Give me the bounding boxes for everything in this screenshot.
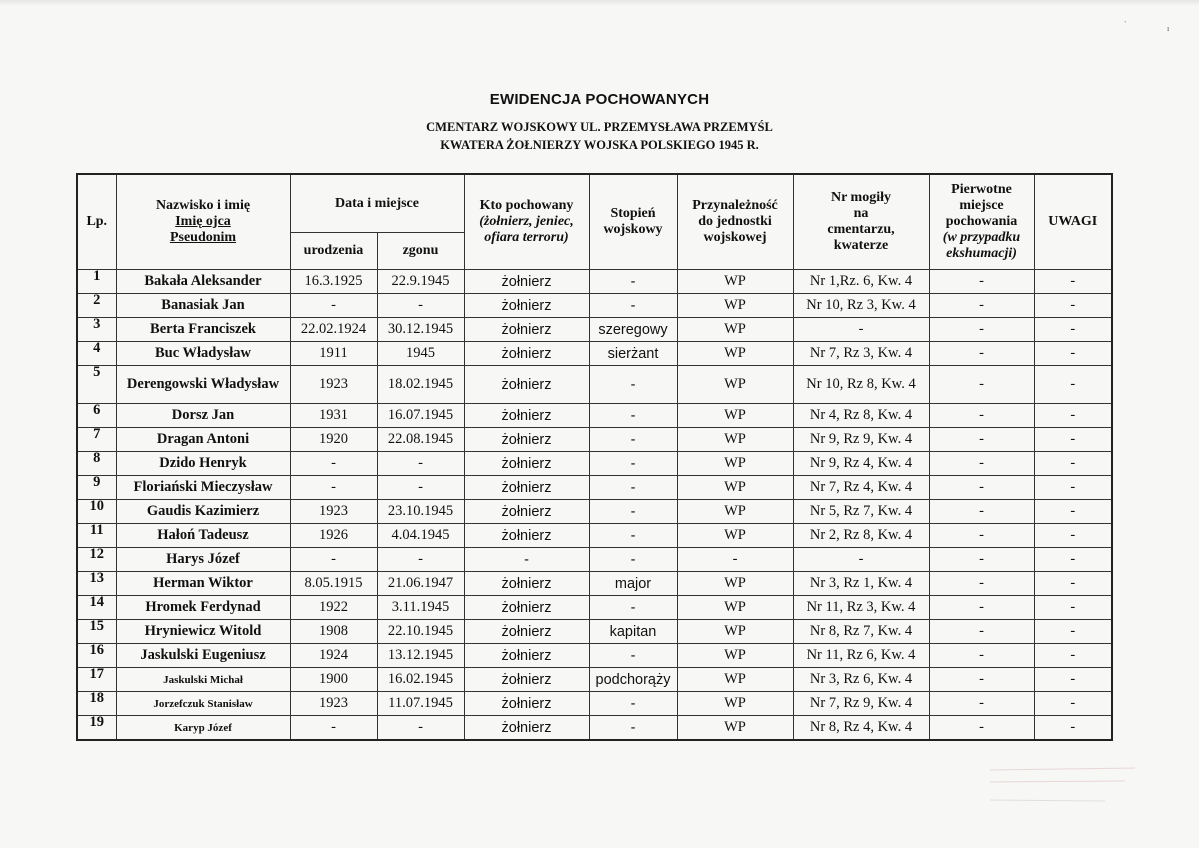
cell-stopien: -	[589, 476, 677, 500]
cell-born: 1900	[290, 668, 377, 692]
cell-born: -	[290, 294, 377, 318]
cell-born: -	[290, 548, 377, 572]
cell-kto: żołnierz	[464, 716, 589, 741]
cell-stopien: -	[589, 644, 677, 668]
cell-died: 16.07.1945	[377, 404, 464, 428]
cell-nr-mogily: Nr 11, Rz 6, Kw. 4	[793, 644, 929, 668]
cell-uwagi: -	[1034, 428, 1112, 452]
cell-died: 16.02.1945	[377, 668, 464, 692]
cell-nr-mogily: Nr 7, Rz 4, Kw. 4	[793, 476, 929, 500]
cell-died: 22.9.1945	[377, 270, 464, 294]
cell-kto: żołnierz	[464, 572, 589, 596]
cell-nr-mogily: -	[793, 318, 929, 342]
cell-stopien: -	[589, 596, 677, 620]
cell-born: 1922	[290, 596, 377, 620]
cell-name: Derengowski Władysław	[116, 366, 290, 404]
cell-died: 18.02.1945	[377, 366, 464, 404]
cell-stopien: -	[589, 500, 677, 524]
cell-pierwotne: -	[929, 318, 1034, 342]
cell-kto: żołnierz	[464, 428, 589, 452]
scan-speck: ı	[1167, 24, 1170, 33]
header-przyn-line2: do jednostki	[698, 214, 772, 229]
cell-pierwotne: -	[929, 548, 1034, 572]
header-przyn-line3: wojskowej	[703, 230, 767, 245]
cell-lp: 15	[77, 620, 116, 644]
cell-died: 23.10.1945	[377, 500, 464, 524]
cell-stopien: -	[589, 294, 677, 318]
scan-edge	[0, 0, 1199, 6]
cell-died: -	[377, 716, 464, 741]
cell-stopien: -	[589, 428, 677, 452]
cell-kto: żołnierz	[464, 620, 589, 644]
cell-pierwotne: -	[929, 452, 1034, 476]
cell-lp: 2	[77, 294, 116, 318]
cell-jednostka: WP	[677, 644, 793, 668]
header-pierw-line3: pochowania	[945, 214, 1018, 229]
cell-born: 1923	[290, 500, 377, 524]
cemetery-subtitle: CMENTARZ WOJSKOWY UL. PRZEMYSŁAWA PRZEMYŚL	[426, 120, 773, 134]
cell-lp: 7	[77, 428, 116, 452]
cell-died: -	[377, 294, 464, 318]
header-kto-line3: ofiara terroru)	[484, 230, 569, 245]
header-przyn-line1: Przynależność	[692, 198, 778, 213]
cell-name: Floriański Mieczysław	[116, 476, 290, 500]
table-row	[77, 366, 1112, 404]
table-row	[77, 294, 1112, 318]
cell-lp: 16	[77, 644, 116, 668]
cell-jednostka: WP	[677, 500, 793, 524]
header-uwagi: UWAGI	[1034, 174, 1112, 270]
burial-register-table	[76, 173, 1113, 741]
header-pierw-line2: miejsce	[959, 198, 1004, 213]
table-row	[77, 270, 1112, 294]
cell-died: -	[377, 452, 464, 476]
cell-nr-mogily: Nr 10, Rz 8, Kw. 4	[793, 366, 929, 404]
cell-nr-mogily: Nr 10, Rz 3, Kw. 4	[793, 294, 929, 318]
cell-name: Hromek Ferdynad	[116, 596, 290, 620]
cell-nr-mogily: Nr 4, Rz 8, Kw. 4	[793, 404, 929, 428]
cell-lp: 17	[77, 668, 116, 692]
cell-uwagi: -	[1034, 548, 1112, 572]
cell-uwagi: -	[1034, 270, 1112, 294]
header-kto-line1: Kto pochowany	[479, 198, 574, 213]
cell-stopien: -	[589, 548, 677, 572]
cell-jednostka: WP	[677, 318, 793, 342]
cell-stopien: szeregowy	[589, 318, 677, 342]
cell-stopien: podchorąży	[589, 668, 677, 692]
header-stopien	[589, 174, 677, 270]
cell-pierwotne: -	[929, 500, 1034, 524]
cell-jednostka: WP	[677, 620, 793, 644]
cell-lp: 10	[77, 500, 116, 524]
cell-jednostka: WP	[677, 366, 793, 404]
cell-lp: 1	[77, 270, 116, 294]
cell-jednostka: WP	[677, 452, 793, 476]
cell-name: Banasiak Jan	[116, 294, 290, 318]
cell-nr-mogily: Nr 7, Rz 3, Kw. 4	[793, 342, 929, 366]
cell-pierwotne: -	[929, 294, 1034, 318]
cell-jednostka: WP	[677, 270, 793, 294]
header-pierw-line1: Pierwotne	[951, 182, 1012, 197]
cell-name: Buc Władysław	[116, 342, 290, 366]
cell-uwagi: -	[1034, 524, 1112, 548]
cell-nr-mogily: Nr 5, Rz 7, Kw. 4	[793, 500, 929, 524]
cell-lp: 18	[77, 692, 116, 716]
cell-died: 21.06.1947	[377, 572, 464, 596]
cell-jednostka: WP	[677, 716, 793, 741]
cell-nr-mogily: Nr 2, Rz 8, Kw. 4	[793, 524, 929, 548]
cell-born: 1926	[290, 524, 377, 548]
cell-lp: 8	[77, 452, 116, 476]
table-row	[77, 524, 1112, 548]
cell-born: 1923	[290, 692, 377, 716]
cell-pierwotne: -	[929, 716, 1034, 741]
cell-kto: żołnierz	[464, 644, 589, 668]
cell-kto: żołnierz	[464, 692, 589, 716]
cell-name: Herman Wiktor	[116, 572, 290, 596]
cell-stopien: -	[589, 270, 677, 294]
cell-stopien: -	[589, 366, 677, 404]
cell-nr-mogily: Nr 11, Rz 3, Kw. 4	[793, 596, 929, 620]
cell-lp: 6	[77, 404, 116, 428]
table-row	[77, 668, 1112, 692]
header-nr-line4: kwaterze	[833, 238, 889, 253]
cell-kto: żołnierz	[464, 596, 589, 620]
table-row	[77, 644, 1112, 668]
cell-jednostka: WP	[677, 476, 793, 500]
cell-uwagi: -	[1034, 294, 1112, 318]
header-kto	[464, 174, 589, 270]
header-name-line2: Imię ojca	[175, 214, 231, 229]
faint-stamp	[985, 760, 1145, 810]
table-row	[77, 596, 1112, 620]
table-row	[77, 692, 1112, 716]
table-row	[77, 548, 1112, 572]
cell-pierwotne: -	[929, 404, 1034, 428]
cell-stopien: -	[589, 692, 677, 716]
cell-jednostka: WP	[677, 596, 793, 620]
cell-uwagi: -	[1034, 366, 1112, 404]
cell-kto: żołnierz	[464, 270, 589, 294]
header-name-line1: Nazwisko i imię	[155, 198, 251, 213]
cell-born: 1911	[290, 342, 377, 366]
cell-uwagi: -	[1034, 596, 1112, 620]
cell-nr-mogily: Nr 3, Rz 6, Kw. 4	[793, 668, 929, 692]
cell-uwagi: -	[1034, 476, 1112, 500]
cell-pierwotne: -	[929, 270, 1034, 294]
cell-jednostka: WP	[677, 342, 793, 366]
cell-nr-mogily: Nr 3, Rz 1, Kw. 4	[793, 572, 929, 596]
cell-uwagi: -	[1034, 452, 1112, 476]
cell-stopien: major	[589, 572, 677, 596]
cell-uwagi: -	[1034, 500, 1112, 524]
table-row	[77, 716, 1112, 741]
cell-born: 1908	[290, 620, 377, 644]
cell-born: 22.02.1924	[290, 318, 377, 342]
cell-born: 1931	[290, 404, 377, 428]
cell-died: 3.11.1945	[377, 596, 464, 620]
cell-jednostka: WP	[677, 572, 793, 596]
cell-jednostka: WP	[677, 294, 793, 318]
header-nr-mogily	[793, 174, 929, 270]
cell-kto: żołnierz	[464, 404, 589, 428]
cell-pierwotne: -	[929, 596, 1034, 620]
cell-name: Hałoń Tadeusz	[116, 524, 290, 548]
cell-lp: 5	[77, 366, 116, 404]
table-row	[77, 476, 1112, 500]
cell-name: Hryniewicz Witold	[116, 620, 290, 644]
header-nr-line3: cmentarzu,	[827, 222, 895, 237]
cell-name: Dragan Antoni	[116, 428, 290, 452]
cell-died: -	[377, 548, 464, 572]
cell-pierwotne: -	[929, 524, 1034, 548]
table-row	[77, 620, 1112, 644]
cell-born: -	[290, 452, 377, 476]
table-row	[77, 428, 1112, 452]
header-pierwotne	[929, 174, 1034, 270]
cell-uwagi: -	[1034, 644, 1112, 668]
cell-kto: żołnierz	[464, 342, 589, 366]
document-title: EWIDENCJA POCHOWANYCH	[489, 91, 710, 108]
cell-pierwotne: -	[929, 692, 1034, 716]
cell-name: Jorzefczuk Stanisław	[116, 692, 290, 716]
cell-jednostka: WP	[677, 668, 793, 692]
cell-nr-mogily: Nr 8, Rz 7, Kw. 4	[793, 620, 929, 644]
cell-name: Berta Franciszek	[116, 318, 290, 342]
cell-born: 16.3.1925	[290, 270, 377, 294]
cell-lp: 19	[77, 716, 116, 741]
cell-uwagi: -	[1034, 716, 1112, 741]
cell-died: 22.08.1945	[377, 428, 464, 452]
cell-nr-mogily: -	[793, 548, 929, 572]
cell-uwagi: -	[1034, 404, 1112, 428]
header-stopien-line1: Stopień	[610, 206, 656, 221]
cell-name: Jaskulski Michał	[116, 668, 290, 692]
table-row	[77, 404, 1112, 428]
header-birth: urodzenia	[290, 233, 377, 270]
cell-nr-mogily: Nr 7, Rz 9, Kw. 4	[793, 692, 929, 716]
cell-nr-mogily: Nr 1,Rz. 6, Kw. 4	[793, 270, 929, 294]
header-name-line3: Pseudonim	[169, 230, 237, 245]
cell-lp: 11	[77, 524, 116, 548]
table-row	[77, 572, 1112, 596]
cell-pierwotne: -	[929, 476, 1034, 500]
cell-stopien: sierżant	[589, 342, 677, 366]
header-lp: Lp.	[77, 174, 116, 270]
table-row	[77, 318, 1112, 342]
header-date-place: Data i miejsce	[290, 174, 464, 233]
cell-stopien: -	[589, 404, 677, 428]
cell-uwagi: -	[1034, 572, 1112, 596]
cell-born: 1923	[290, 366, 377, 404]
header-pierw-line4: (w przypadku	[942, 230, 1021, 245]
cell-pierwotne: -	[929, 620, 1034, 644]
cell-jednostka: -	[677, 548, 793, 572]
cell-uwagi: -	[1034, 692, 1112, 716]
cell-born: -	[290, 716, 377, 741]
cell-born: 1924	[290, 644, 377, 668]
header-nr-line2: na	[853, 206, 869, 221]
header-death: zgonu	[377, 233, 464, 270]
cell-jednostka: WP	[677, 404, 793, 428]
cell-stopien: kapitan	[589, 620, 677, 644]
cell-nr-mogily: Nr 9, Rz 4, Kw. 4	[793, 452, 929, 476]
header-kto-line2: (żołnierz, jeniec,	[479, 214, 574, 229]
register-rows	[77, 270, 1112, 741]
cell-pierwotne: -	[929, 428, 1034, 452]
cell-died: 22.10.1945	[377, 620, 464, 644]
cell-jednostka: WP	[677, 428, 793, 452]
cell-uwagi: -	[1034, 318, 1112, 342]
cell-name: Dzido Henryk	[116, 452, 290, 476]
cell-kto: żołnierz	[464, 668, 589, 692]
cell-died: 11.07.1945	[377, 692, 464, 716]
cell-uwagi: -	[1034, 668, 1112, 692]
scan-speck: `	[1124, 20, 1127, 29]
cell-kto: żołnierz	[464, 476, 589, 500]
cell-nr-mogily: Nr 8, Rz 4, Kw. 4	[793, 716, 929, 741]
cell-kto: żołnierz	[464, 524, 589, 548]
cell-lp: 4	[77, 342, 116, 366]
header-pierw-line5: ekshumacji)	[946, 246, 1017, 261]
cell-nr-mogily: Nr 9, Rz 9, Kw. 4	[793, 428, 929, 452]
cell-lp: 13	[77, 572, 116, 596]
table-row	[77, 500, 1112, 524]
table-row	[77, 452, 1112, 476]
cell-name: Jaskulski Eugeniusz	[116, 644, 290, 668]
cell-stopien: -	[589, 716, 677, 741]
header-stopien-line2: wojskowy	[603, 222, 663, 237]
cell-name: Gaudis Kazimierz	[116, 500, 290, 524]
header-przynaleznosc	[677, 174, 793, 270]
cell-lp: 9	[77, 476, 116, 500]
cell-lp: 3	[77, 318, 116, 342]
cell-stopien: -	[589, 524, 677, 548]
cell-died: 1945	[377, 342, 464, 366]
cell-lp: 12	[77, 548, 116, 572]
cell-kto: żołnierz	[464, 452, 589, 476]
cell-died: 30.12.1945	[377, 318, 464, 342]
cell-uwagi: -	[1034, 342, 1112, 366]
cell-kto: żołnierz	[464, 500, 589, 524]
cell-jednostka: WP	[677, 524, 793, 548]
cell-kto: żołnierz	[464, 294, 589, 318]
cell-name: Harys Józef	[116, 548, 290, 572]
cell-died: 13.12.1945	[377, 644, 464, 668]
cell-pierwotne: -	[929, 342, 1034, 366]
cell-born: -	[290, 476, 377, 500]
cell-name: Bakała Aleksander	[116, 270, 290, 294]
cell-born: 1920	[290, 428, 377, 452]
cell-kto: żołnierz	[464, 318, 589, 342]
cell-uwagi: -	[1034, 620, 1112, 644]
header-nr-line1: Nr mogiły	[830, 190, 891, 205]
cell-died: 4.04.1945	[377, 524, 464, 548]
cell-pierwotne: -	[929, 668, 1034, 692]
cell-born: 8.05.1915	[290, 572, 377, 596]
table-row	[77, 342, 1112, 366]
cell-pierwotne: -	[929, 572, 1034, 596]
cell-name: Karyp Józef	[116, 716, 290, 741]
cell-pierwotne: -	[929, 366, 1034, 404]
header-name	[116, 174, 290, 270]
section-subtitle: KWATERA ŻOŁNIERZY WOJSKA POLSKIEGO 1945 R.	[440, 138, 759, 152]
cell-died: -	[377, 476, 464, 500]
cell-name: Dorsz Jan	[116, 404, 290, 428]
cell-kto: -	[464, 548, 589, 572]
cell-kto: żołnierz	[464, 366, 589, 404]
cell-lp: 14	[77, 596, 116, 620]
cell-pierwotne: -	[929, 644, 1034, 668]
cell-stopien: -	[589, 452, 677, 476]
cell-jednostka: WP	[677, 692, 793, 716]
